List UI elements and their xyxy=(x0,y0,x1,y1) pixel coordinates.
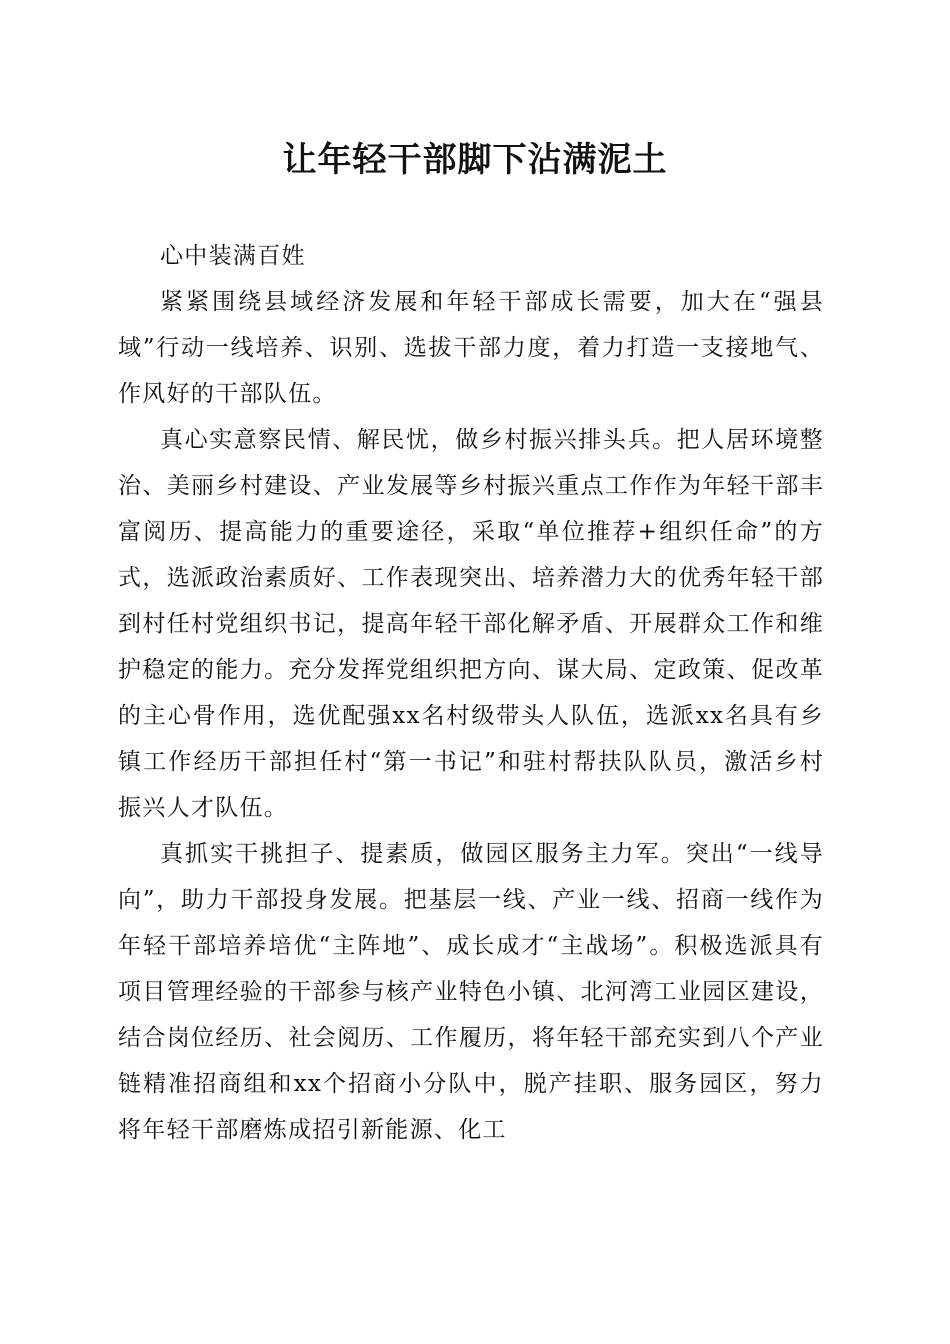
document-title: 让年轻干部脚下沾满泥土 xyxy=(282,140,668,180)
paragraph-industrial-park: 真抓实干挑担子、提素质，做园区服务主力军。突出“一线导向”，助力干部投身发展。把基层一线、产业一线、招商一线作为年轻干部培养培优“主阵地”、成长成才“主战场”。积极选派具有项目管理经验的干部参与核产业特色小镇、北河湾工业园区建设，结合岗位经历、社会阅历、工作履历，将年轻干部充实到八个产业链精准招商组和xx个招商小分队中，脱产挂职、服务园区，努力将年轻干部磨炼成招引新能源、化工 xyxy=(118,841,824,1143)
section-heading: 心中装满百姓 xyxy=(160,243,306,269)
paragraph-intro: 紧紧围绕县域经济发展和年轻干部成长需要，加大在“强县域”行动一线培养、识别、选拔干部力度，着力打造一支接地气、作风好的干部队伍。 xyxy=(118,289,824,407)
document-body xyxy=(118,233,824,1153)
paragraph-rural-revitalization: 真心实意察民情、解民忧，做乡村振兴排头兵。把人居环境整治、美丽乡村建设、产业发展等乡村振兴重点工作作为年轻干部丰富阅历、提高能力的重要途径，采取“单位推荐+组织任命”的方式，选派政治素质好、工作表现突出、培养潜力大的优秀年轻干部到村任村党组织书记，提高年轻干部化解矛盾、开展群众工作和维护稳定的能力。充分发挥党组织把方向、谋大局、定政策、促改革的主心骨作用，选优配强xx名村级带头人队伍，选派xx名具有乡镇工作经历干部担任村“第一书记”和驻村帮扶队队员，激活乡村振兴人才队伍。 xyxy=(118,427,824,821)
